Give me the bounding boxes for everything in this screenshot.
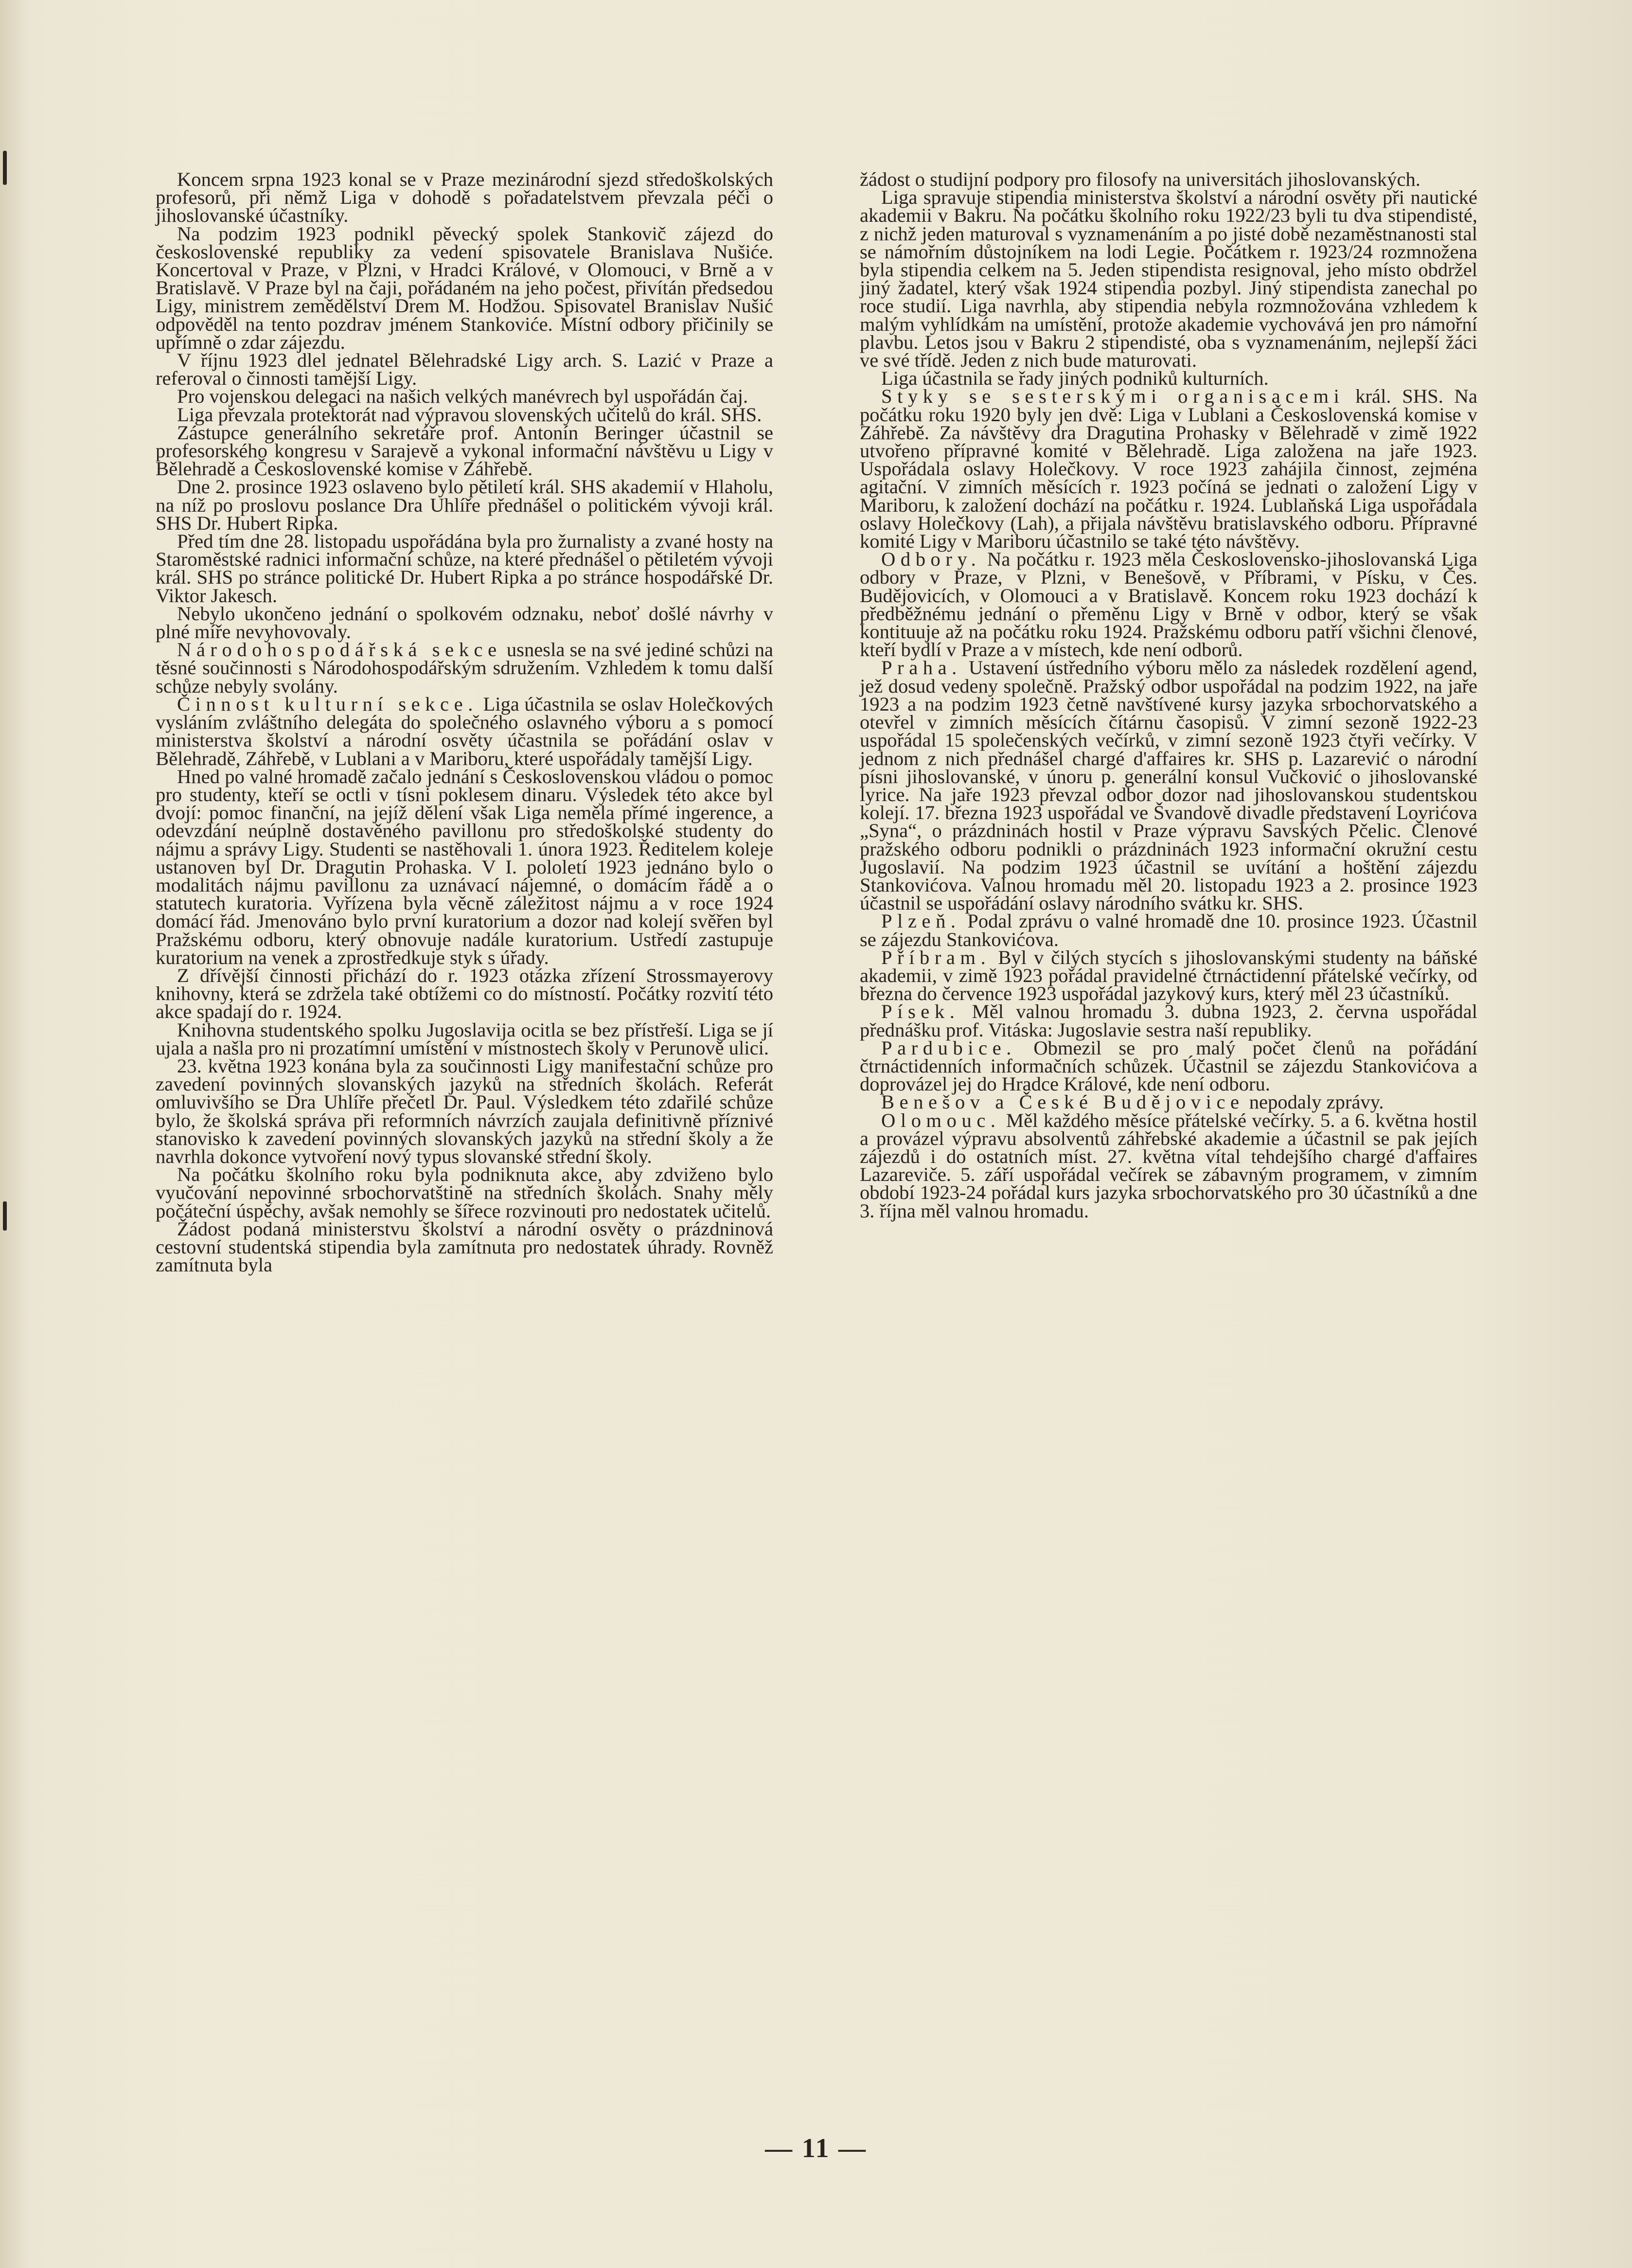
paragraph-text: Pro vojenskou delegaci na našich velkých manévrech byl uspořádán čaj. [177, 385, 748, 408]
paragraph-text: Na počátku školního roku byla podniknuta akce, aby zdviženo bylo vyučování nepovinné srbochorvatštině na středních školách. Snahy měly počáteční úspěchy, avšak nemohly se šířece rozvinouti pro nedostatek učitelů. [156, 1163, 773, 1222]
paragraph [156, 1165, 773, 1220]
paragraph-text: Obmezil se pro malý počet členů na pořádání čtrnáctidenních informačních schůzek. Účastnil se zájezdu Stankovićova a doprovázel jej do Hradce Králové, kde není odboru. [860, 1036, 1477, 1095]
paragraph-text: Nebylo ukončeno jednání o spolkovém odznaku, neboť došlé návrhy v plné míře nevyhovovaly. [156, 602, 773, 643]
paragraph [156, 222, 773, 353]
paragraph-text: král. SHS. Na počátku roku 1920 byly jen dvě: Liga v Lublani a Československá komise v Záhřebě. Za návštěvy dra Dragutina Prohasky v Bělehradě v zimě 1922 utvořeno přípravné komité v Bělehradě. Liga založena na jaře 1923. Uspořádala oslavy Holečkovy. V roce 1923 zahájila činnost, zejména agitační. V zimních měsících r. 1923 počíná se jednati o založení Ligy v Mariboru, k založení dochází na počátku r. 1924. Lublaňská Liga uspořádala oslavy Holečkovy (Lah), a přijala návštěvu bratislavského odboru. Přípravné komité Ligy v Mariboru účastnilo se také této návštěvy. [860, 385, 1477, 553]
paragraph [156, 170, 773, 225]
section-heading: Benešov a České Budějovice [881, 1091, 1244, 1113]
section-heading: Styky se sesterskými organisacemi [881, 385, 1345, 408]
paragraph-text: Liga převzala protektorát nad výpravou slovenských učitelů do král. SHS. [177, 403, 762, 426]
section-heading: Plzeň. [881, 910, 961, 932]
binding-mark [3, 151, 7, 185]
paragraph [156, 1054, 773, 1167]
paragraph-text: Na počátku r. 1923 měla Československo-jihoslovanská Liga odbory v Praze, v Plzni, v Benešově, v Příbrami, v Písku, v Čes. Budějovicích, v Olomouci a v Bratislavě. Koncem roku 1923 dochází k předběžnému jednání o přeměnu Ligy v Brně v odbor, který se však kontituuje až na počátku roku 1924. Pražskému odboru patří všichni členové, kteří bydlí v Praze a v místech, kde není odborů. [860, 548, 1477, 661]
paragraph [860, 550, 1477, 659]
paragraph [860, 1093, 1477, 1111]
paragraph-text: Liga účastnila se řady jiných podniků kulturních. [881, 367, 1269, 390]
paragraph-text: Knihovna studentského spolku Jugoslavija ocitla se bez přístřeší. Liga se jí ujala a našla pro ni prozatímní umístění v místnostech školy v Perunově ulici. [156, 1018, 773, 1059]
paragraph-text: nepodaly zprávy. [1244, 1091, 1384, 1113]
paragraph [156, 478, 773, 532]
paragraph [156, 765, 773, 968]
paragraph [860, 367, 1477, 390]
paragraph [860, 948, 1477, 1003]
paragraph [860, 659, 1477, 912]
section-heading: Odbory. [881, 548, 981, 571]
paragraph-text: Liga spravuje stipendia ministerstva školství a národní osvěty při nautické akademii v Bakru. Na počátku školního roku 1922/23 byli tu dva stipendisté, z nichž jeden maturoval s vyznamenáním a po jisté době nezaměstnanosti stal se námořním důstojníkem na lodi Legie. Počátkem r. 1923/24 rozmnožena byla stipendia celkem na 5. Jeden stipendista resignoval, jeho místo obdržel jiný žadatel, který však 1924 stipendia pozbyl. Jiný stipendista zanechal po roce studií. Liga navrhla, aby stipendia nebyla rozmnožována vzhledem k malým vyhlídkám na umístění, protože akademie vychovává jen pro námořní plavbu. Letos jsou v Bakru 2 stipendisté, oba s vyznamenáním, nejlepší žáci ve své třídě. Jeden z nich bude maturovati. [860, 186, 1477, 372]
paragraph-text: Měl každého měsíce přátelské večírky. 5. a 6. května hostil a provázel výpravu absolventů záhřebské akademie a účastnil se pak jejích zájezdů i do ostatních míst. 27. května vítal tehdejšího chargé d'affaires Lazareviče. 5. září uspořádal večírek se zábavným programem, v zimním období 1923-24 pořádal kurs jazyka srbochorvatského pro 30 účastníků a dne 3. října měl valnou hromadu. [860, 1109, 1477, 1222]
paragraph [156, 1217, 773, 1276]
paragraph [860, 1111, 1477, 1220]
paragraph-text: Ustavení ústředního výboru mělo za následek rozdělení agend, jež dosud vedeny společně. Pražský odbor uspořádal na podzim 1922, na jaře 1923 a na podzim 1923 četně navštívené kursy jazyka srbochorvatského a otevřel v zimních měsících čítárnu časopisů. V zimní sezoně 1922-23 uspořádal 15 společenských večírků, v zimní sezoně 1923 čtyři večírky. V jednom z nich přednášel chargé d'affaires kr. SHS p. Lazarević o národní písni jihoslovanské, v únoru p. generální konsul Vučković o jihoslovanské lyrice. Na jaře 1923 převzal odbor dozor nad jihoslovanskou studentskou kolejí. 17. března 1923 uspořádal ve Švandově divadle představení Lovrićova „Syna“, o prázdninách hostil v Praze výpravu Savských Pčelic. Členové pražského odboru podnikli o prázdninách 1923 informační okružní cestu Jugoslavií. Na podzim 1923 účastnil se uvítání a hoštění zájezdu Stankovićova. Valnou hromadu měl 20. listopadu 1923 a 2. prosince 1923 účastnil se uspořádání oslavy národního svátku kr. SHS. [860, 657, 1477, 914]
paragraph [156, 349, 773, 390]
paragraph [860, 1000, 1477, 1041]
paragraph-text: Zástupce generálního sekretáře prof. Antonín Beringer účastnil se profesorského kongresu v Sarajevě a vykonal informační návštěvu u Ligy v Bělehradě a Československé komise v Záhřebě. [156, 421, 773, 480]
paragraph-text: Hned po valné hromadě začalo jednání s Československou vládou o pomoc pro studenty, kteří se octli v tísni poklesem dinaru. Výsledek této akce byl dvojí: pomoc finanční, na jejíž dělení však Liga neměla přímé ingerence, a odevzdání neúplně dostavěného pavillonu pro středoškolské studenty do nájmu a správy Ligy. Studenti se nastěhovali 1. února 1923. Ředitelem koleje ustanoven byl Dr. Dragutin Prohaska. V I. pololetí 1923 jednáno bylo o modalitách nájmu pavillonu za uznávací nájemné, o domácím řádě a o statutech kuratoria. Vyřízena byla věcně záležitost nájmu a v roce 1924 domácí řád. Jmenováno bylo první kuratorium a dozor nad kolejí svěřen byl Pražskému odboru, který obnovuje nadále kuratorium. Ustředí zastupuje kuratorium na venek a zprostředkuje styk s úřady. [156, 765, 773, 968]
paragraph-text: Byl v čilých stycích s jihoslovanskými studenty na báňské akademii, v zimě 1923 pořádal pravidelné čtrnáctidenní přátelské večírky, od března do července 1923 uspořádal jazykový kurs, který měl 23 účastníků. [860, 946, 1477, 1005]
paragraph-text: Žádost podaná ministerstvu školství a národní osvěty o prázdninová cestovní studentská stipendia byla zamítnuta pro nedostatek úhrady. Rovněž zamítnuta byla [156, 1217, 773, 1276]
paragraph [860, 385, 1477, 553]
paragraph-text: Před tím dne 28. listopadu uspořádána byla pro žurnalisty a zvané hosty na Staroměstské radnici informační schůze, na které přednášel o pětiletém vývoji král. SHS po stránce politické Dr. Hubert Ripka a po stránce hospodářské Dr. Viktor Jakesch. [156, 530, 773, 607]
paragraph-text: Podal zprávu o valné hromadě dne 10. prosince 1923. Účastnil se zájezdu Stankovićova. [860, 910, 1477, 950]
binding-mark [3, 1201, 7, 1231]
section-heading: Písek. [881, 1000, 960, 1023]
paragraph-text: Měl valnou hromadu 3. dubna 1923, 2. června uspořádal přednášku prof. Vitáska: Jugoslavie sestra naší republiky. [860, 1000, 1477, 1041]
paragraph-text: Liga účastnila se oslav Holečkových vysláním zvláštního delegáta do společného oslavného výboru a s pomocí ministerstva školství a národní osvěty účastnila se pořádání oslav v Bělehradě, Záhřebě, v Lublani a v Mariboru, které uspořádaly tamější Ligy. [156, 693, 773, 769]
paragraph [156, 966, 773, 1021]
paragraph [156, 1018, 773, 1059]
paragraph-text: V říjnu 1923 dlel jednatel Bělehradské Ligy arch. S. Lazić v Praze a referoval o činnosti tamější Ligy. [156, 349, 773, 390]
paragraph [156, 602, 773, 643]
paragraph [860, 1036, 1477, 1095]
paragraph-text: usnesla se na své jediné schůzi na těsné součinnosti s Národohospodářským sdružením. Vzhledem k tomu další schůze nebyly svolány. [156, 639, 773, 697]
section-heading: Pardubice. [881, 1036, 1016, 1059]
section-heading: Národohospodářská sekce [177, 639, 502, 661]
section-heading: Olomouc. [881, 1109, 1001, 1131]
section-heading: Činnost kulturní sekce. [177, 693, 478, 715]
paragraph-text: žádost o studijní podpory pro filosofy na universitách jihoslovanských. [860, 168, 1420, 190]
right-column [860, 170, 1477, 1220]
paragraph-text: Na podzim 1923 podnikl pěvecký spolek Stankovič zájezd do československé republiky za vedení spisovatele Branislava Nušiće. Koncertoval v Praze, v Plzni, v Hradci Králové, v Olomouci, v Brně a v Bratislavě. V Praze byl na čaji, pořádaném na jeho počest, přivítán předsedou Ligy, ministrem zemědělství Drem M. Hodžou. Spisovatel Branislav Nušić odpověděl na tento pozdrav jménem Stankoviće. Místní odbory přičinily se upřímně o zdar zájezdu. [156, 222, 773, 353]
paragraph-text: 23. května 1923 konána byla za součinnosti Ligy manifestační schůze pro zavedení povinných slovanských jazyků na středních školách. Referát omluvivšího se Dra Uhlíře přečetl Dr. Paul. Výsledkem této zdařilé schůze bylo, že školská správa při reformních návrzích zaujala definitivně příznivé stanovisko k zavedení povinných slovanských jazyků na střední školy a že navrhla dokonce vytvoření nový typus slovanské střední školy. [156, 1054, 773, 1167]
paragraph [156, 421, 773, 480]
paragraph [156, 695, 773, 768]
paragraph [156, 641, 773, 695]
paragraph-text: Z dřívější činnosti přichází do r. 1923 otázka zřízení Strossmayerovy knihovny, která se zdržela také obtížemi co do místností. Počátky rozvití této akce spadají do r. 1924. [156, 964, 773, 1023]
section-heading: Příbram. [881, 946, 991, 968]
paragraph [860, 170, 1477, 188]
paragraph [156, 403, 773, 426]
paragraph [860, 912, 1477, 948]
page-number: — 11 — [765, 2133, 867, 2163]
left-column [156, 170, 773, 1274]
paragraph-text: Dne 2. prosince 1923 oslaveno bylo pětiletí král. SHS akademií v Hlaholu, na níž po proslovu poslance Dra Uhlíře přednášel o politickém vývoji král. SHS Dr. Hubert Ripka. [156, 476, 773, 534]
paragraph [156, 532, 773, 605]
paragraph [156, 385, 773, 408]
section-heading: Praha. [881, 657, 962, 679]
paragraph [860, 186, 1477, 372]
paragraph-text: Koncem srpna 1923 konal se v Praze mezinárodní sjezd středoškolských profesorů, při němž Liga v dohodě s pořadatelstvem převzala péči o jihoslovanské účastníky. [156, 168, 773, 227]
